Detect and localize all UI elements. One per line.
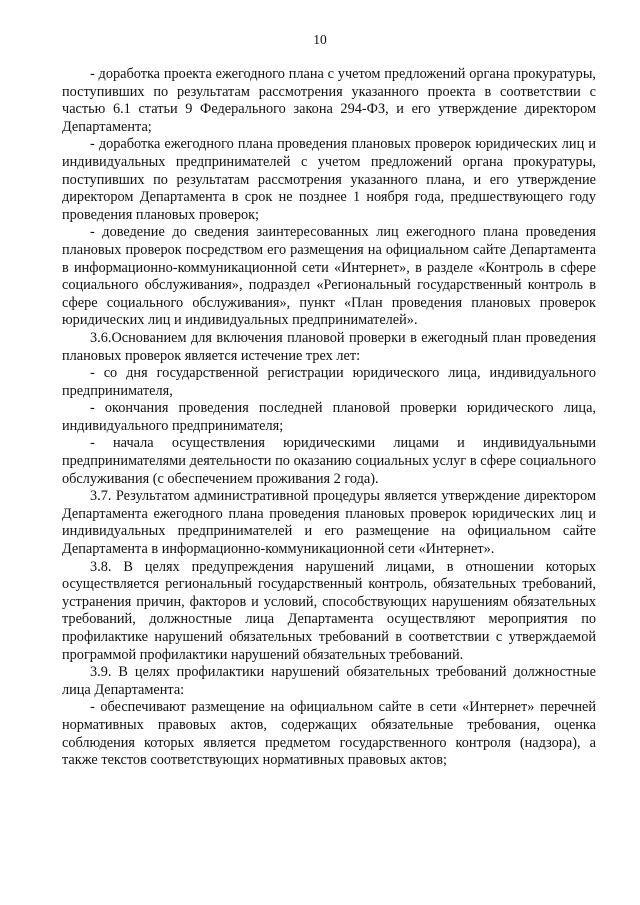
paragraph-3-9: 3.9. В целях профилактики нарушений обязательных требований должностные лица Департамента: bbox=[62, 664, 596, 698]
paragraph-3-6: 3.6.Основанием для включения плановой проверки в ежегодный план проведения плановых проверок является истечение трех лет: bbox=[62, 329, 596, 364]
page-number: 10 bbox=[313, 32, 327, 47]
paragraph-plan-revision: - доработка проекта ежегодного плана с учетом предложений органа прокуратуры, поступивших по результатам рассмотрения указанного проекта в соответствии с частью 6.1 статьи 9 Федерального закона 294-ФЗ, и его утверждение директором Департамента; bbox=[62, 66, 596, 135]
paragraph-plan-approval: - доработка ежегодного плана проведения плановых проверок юридических лиц и индивидуальных предпринимателей с учетом предложений органа прокуратуры, поступивших по результатам рассмотрения указанного плана, и его утверждение директором Департамента в срок не позднее 1 ноября года, предшествующего году проведения плановых проверок; bbox=[62, 136, 596, 223]
paragraph-3-7: 3.7. Результатом административной процедуры является утверждение директором Департамента ежегодного плана проведения плановых проверок юридических лиц и индивидуальных предпринимателей и его размещение на официальном сайте Департамента в информационно-коммуникационной сети «Интернет». bbox=[62, 488, 596, 558]
paragraph-3-8: 3.8. В целях предупреждения нарушений лицами, в отношении которых осуществляется региональный государственный контроль, обязательных требований, устранения причин, факторов и условий, способствующих нарушениям обязательных требований, должностные лица Департамента осуществляют мероприятия по профилактике нарушений обязательных требований в соответствии с утверждаемой программой профилактики нарушений обязательных требований. bbox=[62, 558, 596, 663]
paragraph-plan-publication: - доведение до сведения заинтересованных лиц ежегодного плана проведения плановых проверок посредством его размещения на официальном сайте Департамента в информационно-коммуникационной сети «Интернет», в разделе «Контроль в сфере социального обслуживания», подраздел «Региональный государственный контроль в сфере социального обслуживания», пункт «План проведения плановых проверок юридических лиц и индивидуальных предпринимателей». bbox=[62, 224, 596, 329]
paragraph-publication-of-acts: - обеспечивают размещение на официальном сайте в сети «Интернет» перечней нормативных правовых актов, содержащих обязательные требования, оценка соблюдения которых является предметом государственного контроля (надзора), а также текстов соответствующих нормативных правовых актов; bbox=[62, 699, 596, 769]
paragraph-activity-start: - начала осуществления юридическими лицами и индивидуальными предпринимателями деятельности по оказанию социальных услуг в сфере социального обслуживания (с обеспечением проживания 2 года). bbox=[62, 435, 596, 487]
paragraph-last-inspection: - окончания проведения последней плановой проверки юридического лица, индивидуального предпринимателя; bbox=[62, 400, 596, 434]
paragraph-registration: - со дня государственной регистрации юридического лица, индивидуального предпринимателя, bbox=[62, 365, 596, 399]
document-body bbox=[62, 66, 596, 770]
